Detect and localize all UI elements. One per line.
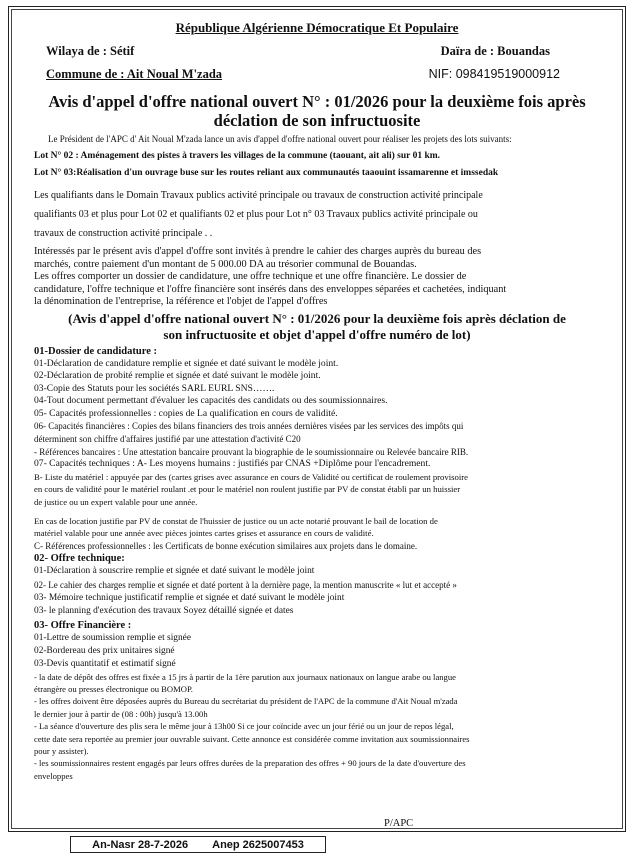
list-item: pour y assister). [34,746,89,757]
list-item: étrangère ou presses électronique ou BOMOP. [34,684,193,694]
list-item: en cours de validité pour le matériel roulant .et pour le matériel non roulent justifie par PV de constat établi par un huissier [34,484,461,495]
list-item: 02- Le cahier des charges remplie et signée et daté portent à la dernière page, la mention manuscrite « lut et accepté » [34,579,457,590]
anep-label: Anep 2625007453 [212,838,304,851]
list-item: 03-Devis quantitatif et estimatif signé [34,658,176,669]
wilaya-label: Wilaya de : Sétif [46,44,135,58]
list-item: 06- Capacités financières : Copies des bilans financiers des trois années dernières visées par les services des impôts qui [34,421,464,432]
dossier-list [14,358,620,553]
list-item: le dernier jour à partir de (08 : 00h) jusqu'à 13.00h [34,708,208,719]
list-item: 01-Déclaration à souscrire remplie et signée et daté suivant le modèle joint [34,566,315,577]
subtitle-line-1: (Avis d'appel d'offre national ouvert N° : 01/2026 pour la deuxième fois après déclation de [68,310,566,326]
list-item: 01-Lettre de soumission remplie et signée [34,632,191,643]
list-item: - les soumissionnaires restent engagés par leurs offres durées de la preparation des offres + 90 jours de la date d'ouverture des [34,758,466,769]
page-title [14,92,620,130]
financiere-heading: 03- Offre Financière : [34,619,132,631]
list-item: - les offres doivent être déposées auprès du Bureau du secrétariat du président de l'APC de la commune d'Ait Noual m'zada [34,696,458,707]
title-line-1: Avis d'appel d'offre national ouvert N° : 01/2026 pour la deuxième fois après [48,92,586,111]
list-item: 03-Copie des Statuts pour les sociétés SARL EURL SNS……. [34,382,275,394]
list-item: cette date sera reportée au premier jour ouvrable suivant. Cette annonce est considérée comme invitation aux soumissionnaires [34,733,470,744]
qualification-text [14,186,620,243]
int-line-1: Intéressés par le présent avis d'appel d'offre sont invités à prendre le cahier des charges auprès du bureau des [34,246,482,257]
qual-line-2: qualifiants 03 et plus pour Lot 02 et qualifiants 02 et plus pour Lot n° 03 Travaux publics activité principale ou [34,209,478,220]
list-item: En cas de location justifie par PV de constat de l'huissier de justice ou un acte notarié prouvant le bail de location de [34,515,438,526]
list-item: 07- Capacités techniques : A- Les moyens humains : justifiés par CNAS +Diplôme pour l'encadrement. [34,458,431,470]
title-line-2: déclation de son infructuosite [213,111,421,130]
nif-label: NIF: 098419519000912 [428,67,560,81]
int-line-3: Les offres comporter un dossier de candidature, une offre technique et une offre financière. Le dossier de [34,271,467,282]
header-row-1 [14,44,620,59]
lot-3: Lot N° 03:Réalisation d'un ouvrage buse sur les routes reliant aux communautés taaouint issamarenne et imssedak [34,168,499,178]
announcement [14,10,620,828]
republic-heading: République Algérienne Démocratique Et Populaire [175,20,459,35]
int-line-2: marchés, contre paiement d'un montant de 5 000.00 DA au trésorier communal de Bouandas. [34,258,417,270]
conditions-list [14,671,620,783]
financiere-list [14,632,620,671]
list-item: de justice ou un expert valable pour une année. [34,497,198,508]
list-item: 03- Mémoire technique justificatif remplie et signée et daté suivant le modèle joint [34,593,345,603]
list-item: 05- Capacités professionnelles : copies de La qualification en cours de validité. [34,407,338,419]
list-item: 04-Tout document permettant d'évaluer les capacités des candidats ou des soumissionnaires. [34,395,388,407]
interest-paragraph [14,246,620,309]
technique-list [14,565,620,618]
list-item: 02-Déclaration de probité remplie et signée et daté suivant le modèle joint. [34,370,321,382]
list-item: - La séance d'ouverture des plis sera le même jour à 13h00 Si ce jour coïncide avec un jour férié ou un jour de repos légal, [34,721,454,732]
list-item: déterminent son chiffre d'affaires justifié par une attestation d'activité C20 [34,434,301,445]
int-line-5: la dénomination de l'entreprise, la référence et l'objet de l'appel d'offres [34,296,328,307]
list-item: 02-Bordereau des prix unitaires signé [34,645,175,656]
header-row-2 [14,67,620,82]
qual-line-3: travaux de construction activité principale . . [34,228,213,239]
list-item: matériel valable pour une année avec pièces jointes cartes grises et assurance en cours de validité. [34,528,374,539]
list-item: enveloppes [34,770,73,781]
lot-2: Lot N° 02 : Aménagement des pistes à travers les villages de la commune (taouant, ait ali) sur 01 km. [34,151,441,161]
int-line-4: candidature, l'offre technique et l'offre financière sont insérés dans des enveloppes séparées et cachetées, indiquant [34,283,507,295]
list-item: - Références bancaires : Une attestation bancaire prouvant la biographie de le soumissionnaire ou Relevée bancaire RIB. [34,446,469,457]
signature: P/APC [384,818,414,829]
daira-label: Daïra de : Bouandas [440,44,550,58]
commune-label: Commune de : Ait Noual M'zada [46,67,223,81]
qual-line-1: Les qualifiants dans le Domain Travaux publics activité principale ou travaux de construction activité principale [34,190,483,201]
dossier-heading: 01-Dossier de candidature : [34,345,157,357]
list-item: - la date de dépôt des offres est fixée a 15 jrs à partir de la 1ère parution aux journaux nationaux on langue arabe ou langue [34,671,456,682]
subtitle [14,311,620,343]
list-item: B- Liste du matériel : appuyée par des (cartes grises avec assurance en cours de Validité ou certificat de roulement provisoire [34,471,469,482]
list-item: C- Références professionnelles : les Certificats de bonne exécution similaires aux projets dans le domaine. [34,540,418,551]
subtitle-line-2: son infructuosite et objet d'appel d'offre numéro de lot) [163,326,471,342]
list-item: 01-Déclaration de candidature remplie et signée et daté suivant le modèle joint. [34,357,339,369]
publication-footer [70,836,326,853]
newspaper-label: An-Nasr 28-7-2026 [92,838,189,851]
technique-heading: 02- Offre technique: [34,553,125,565]
president-line: Le Président de l'APC d' Ait Noual M'zada lance un avis d'appel d'offre national ouvert pour réaliser les projets des lots suivants: [48,134,512,144]
list-item: 03- le planning d'exécution des travaux Soyez détaillé signée et dates [34,606,294,617]
